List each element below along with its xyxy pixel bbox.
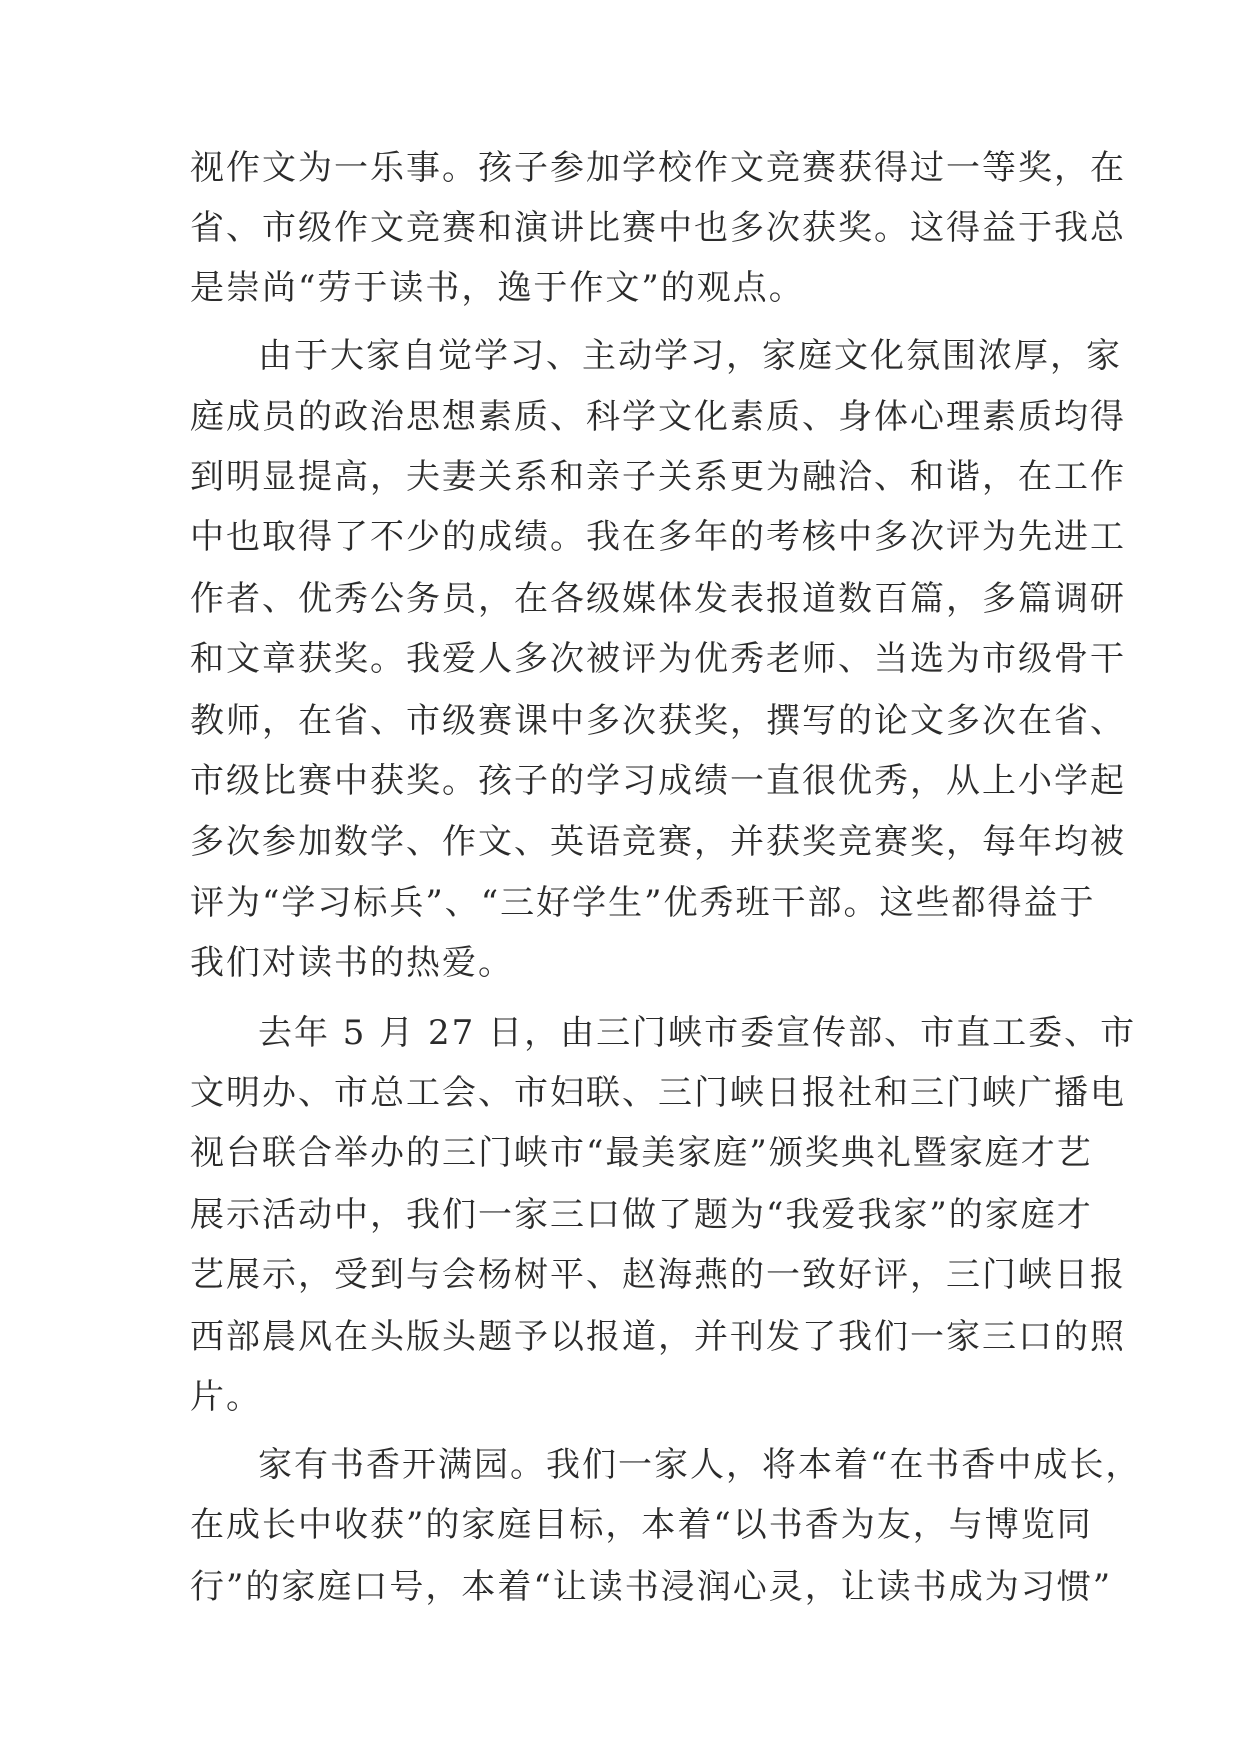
text-line: 我们对读书的热爱。 — [190, 943, 514, 983]
text-line: 展示活动中，我们一家三口做了题为“我爱我家”的家庭才 — [190, 1195, 1093, 1235]
text-line: 去年 5 月 27 日，由三门峡市委宣传部、市直工委、市 — [258, 1013, 1137, 1053]
text-line: 和文章获奖。我爱人多次被评为优秀老师、当选为市级骨干 — [190, 639, 1126, 679]
text-line: 由于大家自觉学习、主动学习，家庭文化氛围浓厚，家 — [258, 336, 1122, 376]
text-line: 视台联合举办的三门峡市“最美家庭”颁奖典礼暨家庭才艺 — [190, 1133, 1093, 1173]
text-line: 中也取得了不少的成绩。我在多年的考核中多次评为先进工 — [190, 517, 1126, 557]
text-line: 教师，在省、市级赛课中多次获奖，撰写的论文多次在省、 — [190, 701, 1126, 741]
text-line: 多次参加数学、作文、英语竞赛，并获奖竞赛奖，每年均被 — [190, 822, 1126, 862]
text-line: 作者、优秀公务员，在各级媒体发表报道数百篇，多篇调研 — [190, 579, 1126, 619]
text-line: 片。 — [190, 1377, 262, 1417]
text-line: 艺展示，受到与会杨树平、赵海燕的一致好评，三门峡日报 — [190, 1255, 1126, 1295]
text-line: 是崇尚“劳于读书，逸于作文”的观点。 — [190, 268, 805, 308]
text-line: 家有书香开满园。我们一家人，将本着“在书香中成长， — [258, 1445, 1142, 1485]
text-line: 视作文为一乐事。孩子参加学校作文竞赛获得过一等奖，在 — [190, 148, 1126, 188]
text-line: 到明显提高，夫妻关系和亲子关系更为融洽、和谐，在工作 — [190, 457, 1126, 497]
text-line: 庭成员的政治思想素质、科学文化素质、身体心理素质均得 — [190, 397, 1126, 437]
text-line: 市级比赛中获奖。孩子的学习成绩一直很优秀，从上小学起 — [190, 761, 1126, 801]
text-line: 评为“学习标兵”、“三好学生”优秀班干部。这些都得益于 — [190, 883, 1096, 923]
text-line: 省、市级作文竞赛和演讲比赛中也多次获奖。这得益于我总 — [190, 208, 1126, 248]
text-line: 行”的家庭口号，本着“让读书浸润心灵，让读书成为习惯” — [190, 1567, 1113, 1607]
text-line: 西部晨风在头版头题予以报道，并刊发了我们一家三口的照 — [190, 1317, 1126, 1357]
text-line: 文明办、市总工会、市妇联、三门峡日报社和三门峡广播电 — [190, 1073, 1126, 1113]
text-line: 在成长中收获”的家庭目标，本着“以书香为友，与博览同 — [190, 1505, 1093, 1545]
